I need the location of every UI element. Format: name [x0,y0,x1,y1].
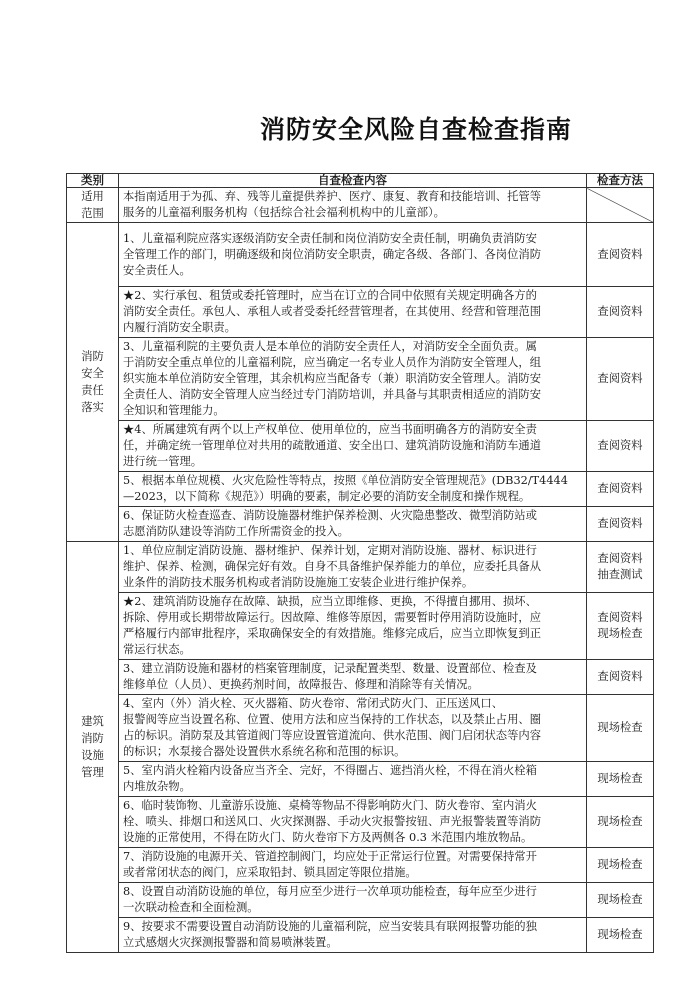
content-cell: 5、室内消火栓箱内设备应当齐全、完好，不得圈占、遮挡消火栓，不得在消火栓箱 内堆放杂物。 [119,762,587,797]
content-cell: 9、按要求不需要设置自动消防设施的儿童福利院，应当安装具有联网报警功能的独 立式感烟火灾探测报警器和简易喷淋装置。 [119,918,587,953]
method-cell: 查阅资料 [587,472,654,507]
category-cell [67,542,119,953]
header-category: 类别 [67,174,119,188]
method-cell: 现场检查 [587,762,654,797]
table-row [67,593,654,660]
content-cell: ★2、实行承包、租赁或委托管理时，应当在订立的合同中依照有关规定明确各方的 消防安全责任。承包人、承租人或者受委托经营管理者，在其使用、经营和管理范围 内履行消防安全职责。 [119,287,587,338]
method-cell: 现场检查 [587,848,654,883]
table-row [67,797,654,848]
method-cell: 查阅资料 [587,223,654,287]
content-cell: ★4、所属建筑有两个以上产权单位、使用单位的，应当书面明确各方的消防安全责 任，并确定统一管理单位对共用的疏散通道、安全出口、建筑消防设施和消防车通道 进行统一管理。 [119,421,587,472]
header-method: 检查方法 [587,174,654,188]
content-cell: 6、保证防火检查巡查、消防设施器材维护保养检测、火灾隐患整改、微型消防站或 志愿消防队建设等消防工作所需资金的投入。 [119,507,587,542]
table-row [67,660,654,695]
method-cell: 查阅资料 [587,338,654,421]
table-row [67,287,654,338]
content-cell: 1、儿童福利院应落实逐级消防安全责任制和岗位消防安全责任制，明确负责消防安 全管理工作的部门，明确逐级和岗位消防安全职责，确定各级、各部门、各岗位消防 安全责任人。 [119,223,587,287]
method-cell-empty [587,188,654,223]
table-row [67,542,654,593]
method-cell: 查阅资料 [587,660,654,695]
method-cell: 现场检查 [587,918,654,953]
method-cell: 现场检查 [587,883,654,918]
table-row [67,338,654,421]
table-row [67,223,654,287]
category-cell [67,188,119,223]
header-row [67,174,654,188]
method-cell: 查阅资料 [587,507,654,542]
header-content: 自查检查内容 [119,174,587,188]
content-cell: 3、儿童福利院的主要负责人是本单位的消防安全责任人，对消防安全全面负责。属 于消防安全重点单位的儿童福利院，应当确定一名专业人员作为消防安全管理人，组 织实施本单位消防安全管理，其余机构应当配备专（兼）职消防安全管理人。消防安 全责任人、消防安全管理人应当经过专门消防培训，并具备与其职责相适应的消防安 全知识和管理能力。 [119,338,587,421]
content-cell: 1、单位应制定消防设施、器材维护、保养计划，定期对消防设施、器材、标识进行 维护、保养、检测，确保完好有效。自身不具备维护保养能力的单位，应委托具备从 业条件的消防技术服务机构或者消防设施施工安装企业进行维护保养。 [119,542,587,593]
category-label: 建筑 消防 设施 管理 [81,715,104,779]
table-row [67,421,654,472]
table-row [67,762,654,797]
content-cell: 4、室内（外）消火栓、灭火器箱、防火卷帘、常闭式防火门、正压送风口、 报警阀等应当设置名称、位置、使用方法和应当保持的工作状态，以及禁止占用、圈 占的标识。消防泵及其管道阀门等应设置管道流向、供水范围、阀门启闭状态等内容 的标识；水泵接合器处设置供水系统名称和范围的标识。 [119,695,587,762]
table-body [67,188,654,953]
content-cell: 6、临时装饰物、儿童游乐设施、桌椅等物品不得影响防火门、防火卷帘、室内消火 栓、喷头、排烟口和送风口、火灾探测器、手动火灾报警按钮、声光报警装置等消防 设施的正常使用，不得在防火门、防火卷帘下方及两侧各 0.3 米范围内堆放物品。 [119,797,587,848]
category-cell [67,223,119,542]
table-row [67,188,654,223]
content-cell: ★2、建筑消防设施存在故障、缺损，应当立即维修、更换，不得擅自挪用、损坏、 拆除、停用或长期带故障运行。因故障、维修等原因，需要暂时停用消防设施时，应 严格履行内部审批程序，采取确保安全的有效措施。维修完成后，应当立即恢复到正 常运行状态。 [119,593,587,660]
table-row [67,848,654,883]
content-cell: 3、建立消防设施和器材的档案管理制度，记录配置类型、数量、设置部位、检查及 维修单位（人员）、更换药剂时间，故障报告、修理和消除等有关情况。 [119,660,587,695]
content-cell: 5、根据本单位规模、火灾危险性等特点，按照《单位消防安全管理规范》(DB32/T4444 —2023，以下简称《规范》）明确的要素，制定必要的消防安全制度和操作规程。 [119,472,587,507]
method-cell: 现场检查 [587,695,654,762]
method-cell: 查阅资料 [587,287,654,338]
table-row [67,918,654,953]
page-title: 消防安全风险自查检查指南 [260,115,573,144]
content-cell: 本指南适用于为孤、弃、残等儿童提供养护、医疗、康复、教育和技能培训、托管等 服务的儿童福利服务机构（包括综合社会福利机构中的儿童部）。 [119,188,587,223]
method-cell: 查阅资料 [587,421,654,472]
table-row [67,883,654,918]
table-row [67,472,654,507]
table-row [67,507,654,542]
method-cell: 现场检查 [587,797,654,848]
content-cell: 8、设置自动消防设施的单位，每月应至少进行一次单项功能检查，每年应至少进行 一次联动检查和全面检测。 [119,883,587,918]
table-row [67,695,654,762]
method-cell: 查阅资料 抽查测试 [587,542,654,593]
content-cell: 7、消防设施的电源开关、管道控制阀门，均应处于正常运行位置。对需要保持常开 或者常闭状态的阀门，应采取铅封、锁具固定等限位措施。 [119,848,587,883]
category-label: 适用 范围 [81,190,104,220]
checklist-table [66,173,654,953]
category-label: 消防 安全 责任 落实 [81,350,104,414]
method-cell: 查阅资料 现场检查 [587,593,654,660]
